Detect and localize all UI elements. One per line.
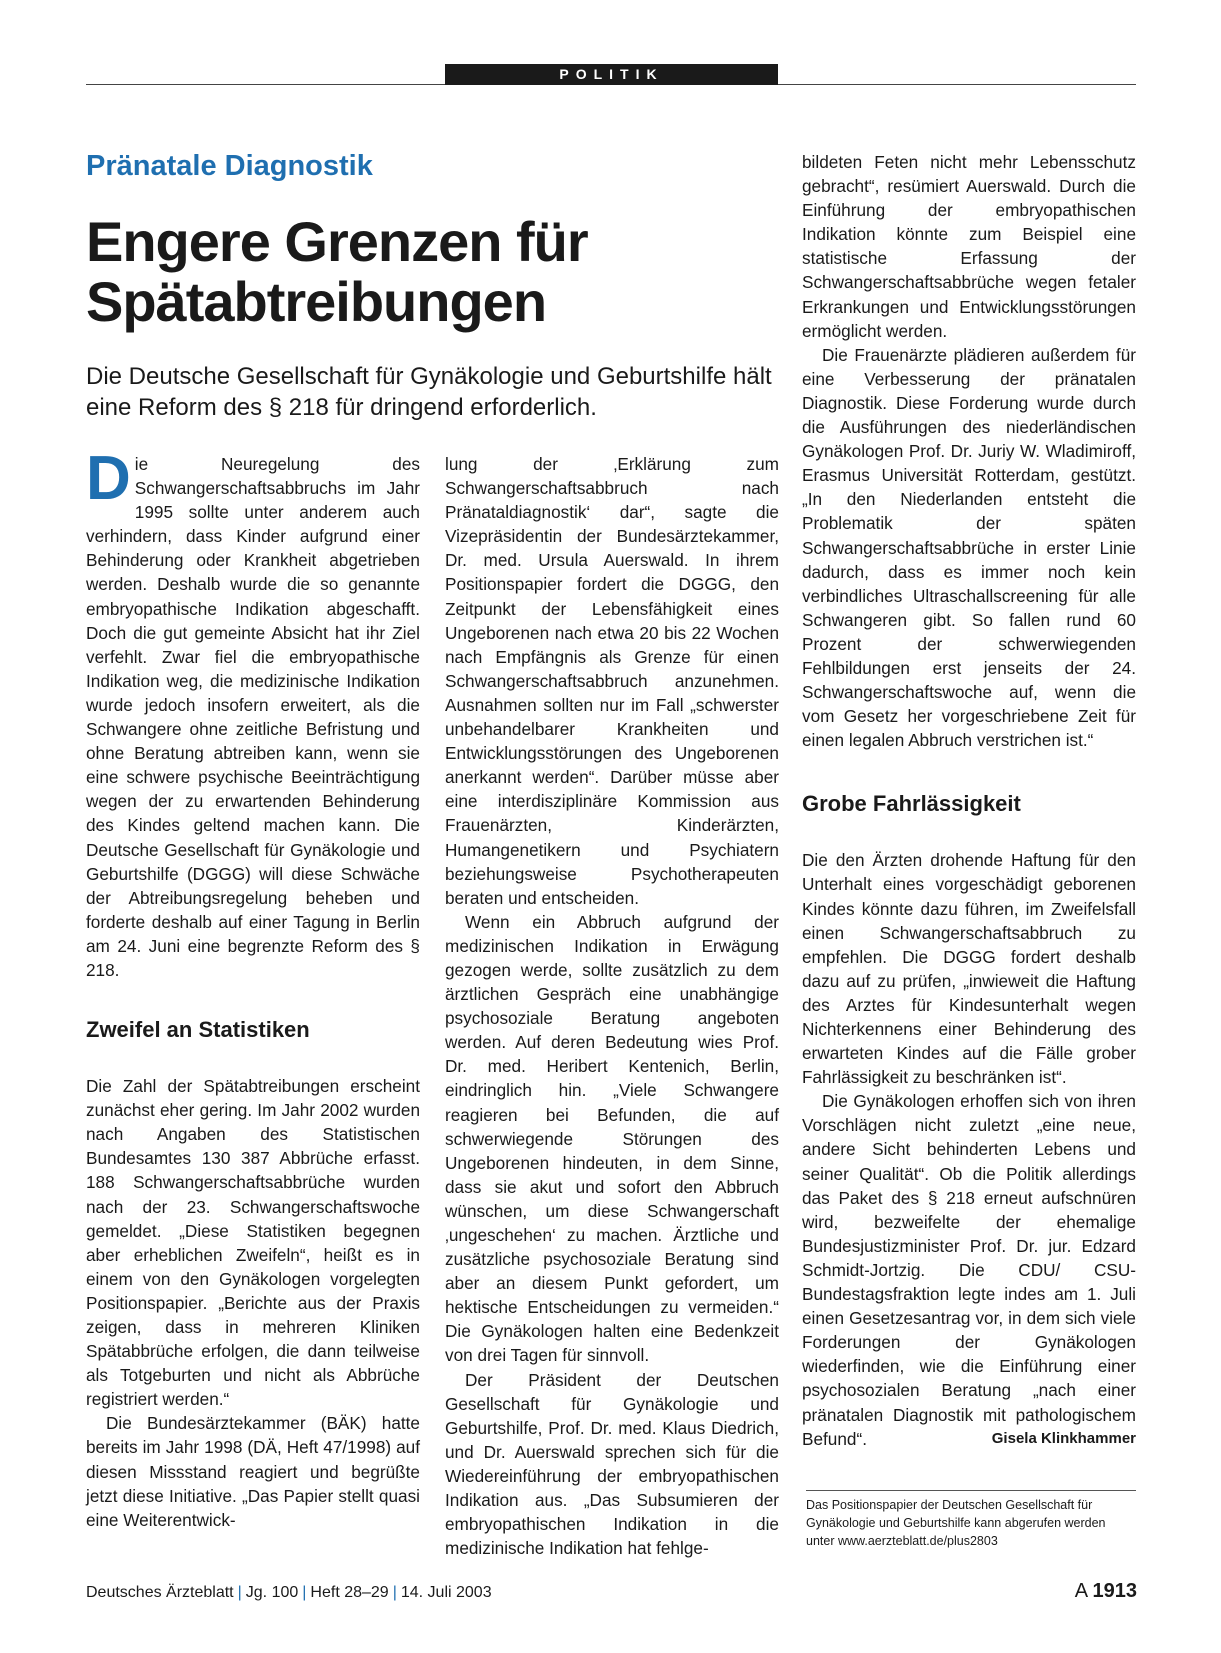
- deck: Die Deutsche Gesellschaft für Gynäkologie und Geburtshilfe hält eine Reform des § 218 für dringend erforderlich.: [86, 363, 772, 421]
- journal-name: Deutsches Ärzteblatt: [86, 1584, 234, 1601]
- paragraph: lung der ‚Erklärung zum Schwangerschaftsabbruch nach Pränataldiagnostik‘ dar“, sagte die Vizepräsidentin der Bundesärztekammer, Dr. med. Ursula Auerswald. In ihrem Positionspapier fordert die DGGG, den Zeitpunkt der Lebensfähigkeit eines Ungeborenen nach etwa 20 bis 22 Wochen nach Empfängnis als Grenze für einen Schwangerschaftsabbruch anzunehmen. Ausnahmen sollten nur im Fall „schwerster unbehandelbarer Krankheiten und Entwicklungsstörungen des Ungeborenen anerkannt werden“. Darüber müsse aber eine interdisziplinäre Kommission aus Frauenärzten, Kinderärzten, Humangenetikern und Psychiatern beziehungsweise Psychotherapeuten beraten und entscheiden.: [445, 454, 779, 908]
- footer-citation: Deutsches Ärzteblatt | Jg. 100 | Heft 28–29 | 14. Juli 2003: [86, 1584, 492, 1601]
- paragraph: Die Gynäkologen erhoffen sich von ihren Vorschlägen nicht zuletzt „eine neue, andere Sicht behinderten Lebens und seiner Qualität“. Ob die Politik allerdings das Paket des § 218 erneut aufschnüren wird, bezweifelte der ehemalige Bundesjustizminister Prof. Dr. jur. Edzard Schmidt-Jortzig. Die CDU/ CSU-Bundestagsfraktion legte indes am 1. Juli einen Gesetzesantrag vor, in dem sich viele Forderungen der Gynäkologen wiederfinden, wie die Einführung einer psychosozialen Beratung „nach einer pränatalen Diagnostik mit pathologischem Befund“. Gisela Klinkhammer: [802, 1089, 1136, 1450]
- column-1: [86, 444, 420, 1532]
- date: 14. Juli 2003: [400, 1584, 492, 1601]
- volume: Jg. 100: [245, 1584, 299, 1601]
- paragraph: Die Frauenärzte plädieren außerdem für eine Verbesserung der pränatalen Diagnostik. Diese Forderung wurde durch die Ausführungen des niederländischen Gynäkologen Prof. Dr. Juriy W. Wladimiroff, Erasmus Universität Rotterdam, gestützt. „In den Niederlanden entsteht die Problematik der späten Schwangerschaftsabbrüche in erster Linie dadurch, dass es immer noch kein verbindliches Ultraschallscreening für alle Schwangeren gibt. So fallen rund 60 Prozent der schwerwiegenden Fehlbildungen erst jenseits der 24. Schwangerschaftswoche auf, wenn die vom Gesetz her vorgeschriebene Zeit für einen legalen Abbruch verstrichen ist.“: [802, 344, 1136, 751]
- author-byline: Gisela Klinkhammer: [991, 1429, 1136, 1447]
- paragraph: Die Bundesärztekammer (BÄK) hatte bereits im Jahr 1998 (DÄ, Heft 47/1998) auf diesen Missstand reagiert und begrüßte jetzt diese Initiative. „Das Papier stellt quasi eine Weiterentwick-: [86, 1413, 420, 1530]
- paragraph: bildeten Feten nicht mehr Lebensschutz gebracht“, resümiert Auerswald. Durch die Einführung der embryopathischen Indikation könnte zum Beispiel eine statistische Erfassung der Schwangerschaftsabbrüche wegen fetaler Erkrankungen und Entwicklungsstörungen ermöglicht werden.: [802, 152, 1136, 341]
- column-2: [445, 452, 779, 1560]
- column-3: [802, 150, 1136, 1451]
- kicker: Pränatale Diagnostik: [86, 150, 373, 182]
- footnote: Das Positionspapier der Deutschen Gesellschaft für Gynäkologie und Geburtshilfe kann abgerufen werden unter www.aerzteblatt.de/plus2803: [806, 1498, 1106, 1548]
- section-tag: POLITIK: [445, 64, 778, 85]
- paragraph: Der Präsident der Deutschen Gesellschaft für Gynäkologie und Geburtshilfe, Prof. Dr. med. Klaus Diedrich, und Dr. Auerswald sprechen sich für die Wiedereinführung der embryopathischen Indikation aus. „Das Subsumieren der embryopathischen Indikation in die medizinische Indikation hat fehlge-: [445, 1369, 779, 1559]
- paragraph: Die Zahl der Spätabtreibungen erscheint zunächst eher gering. Im Jahr 2002 wurden nach Angaben des Statistischen Bundesamtes 130 387 Abbrüche erfasst. 188 Schwangerschaftsabbrüche wurden nach der 23. Schwangerschaftswoche gemeldet. „Diese Statistiken begegnen aber erheblichen Zweifeln“, heißt es in einem von den Gynäkologen vorgelegten Positionspapier. „Berichte aus der Praxis zeigen, dass in mehreren Kliniken Spätabbrüche erfolgen, die dann teilweise als Totgeburten und nicht als Abbrüche registriert werden.“: [86, 1076, 420, 1410]
- dropcap: D: [86, 444, 131, 513]
- issue: Heft 28–29: [310, 1584, 389, 1601]
- headline: Engere Grenzen für Spätabtreibungen: [86, 210, 588, 333]
- paragraph: Die den Ärzten drohende Haftung für den Unterhalt eines vorgeschädigt geborenen Kindes könnte dazu führen, im Zweifelsfall einen Schwangerschaftsabbruch zu empfehlen. Die DGGG fordert deshalb dazu auf zu prüfen, „inwieweit die Haftung des Arztes für Kindesunterhalt wegen Nichterkennens einer Behinderung des erwarteten Kindes auf die Fälle grober Fahrlässigkeit zu beschränken ist“.: [802, 850, 1136, 1088]
- footnote-rule: [806, 1490, 1136, 1491]
- page-number: A 1913: [1074, 1580, 1137, 1602]
- subheading: Grobe Fahrlässigkeit: [802, 791, 1021, 817]
- paragraph: Wenn ein Abbruch aufgrund der medizinischen Indikation in Erwägung gezogen werde, sollte zusätzlich zu dem ärztlichen Gespräch eine unabhängige psychosoziale Beratung angeboten werden. Auf deren Bedeutung wies Prof. Dr. med. Heribert Kentenich, Berlin, eindringlich hin. „Viele Schwangere reagieren bei Befunden, die auf schwerwiegende Störungen des Ungeborenen hindeuten, in dem Sinne, dass sie akut und sofort den Abbruch wünschen, um diese Schwangerschaft ‚ungeschehen‘ zu machen. Ärztliche und zusätzliche psychosoziale Beratung sind aber an diesem Punkt gefordert, um hektische Entscheidungen zu vermeiden.“ Die Gynäkologen halten eine Bedenkzeit von drei Tagen für sinnvoll.: [445, 911, 779, 1366]
- paragraph: Die Neuregelung des Schwangerschaftsabbruchs im Jahr 1995 sollte unter anderem auch verhindern, dass Kinder aufgrund einer Behinderung oder Krankheit abgetrieben werden. Deshalb wurde die so genannte embryopathische Indikation abgeschafft. Doch die gut gemeinte Absicht hat ihr Ziel verfehlt. Zwar fiel die embryopathische Indikation weg, die medizinische Indikation wurde jedoch insofern erweitert, als die Schwangere ohne zeitliche Befristung und ohne Beratung abtreiben kann, wenn sie eine schwere psychische Beeinträchtigung wegen der zu erwartenden Behinderung des Kindes geltend machen kann. Die Deutsche Gesellschaft für Gynäkologie und Geburtshilfe (DGGG) will diese Schwäche der Abtreibungsregelung beheben und forderte deshalb auf einer Tagung in Berlin am 24. Juni eine begrenzte Reform des § 218.: [86, 444, 420, 980]
- subheading: Zweifel an Statistiken: [86, 1017, 310, 1043]
